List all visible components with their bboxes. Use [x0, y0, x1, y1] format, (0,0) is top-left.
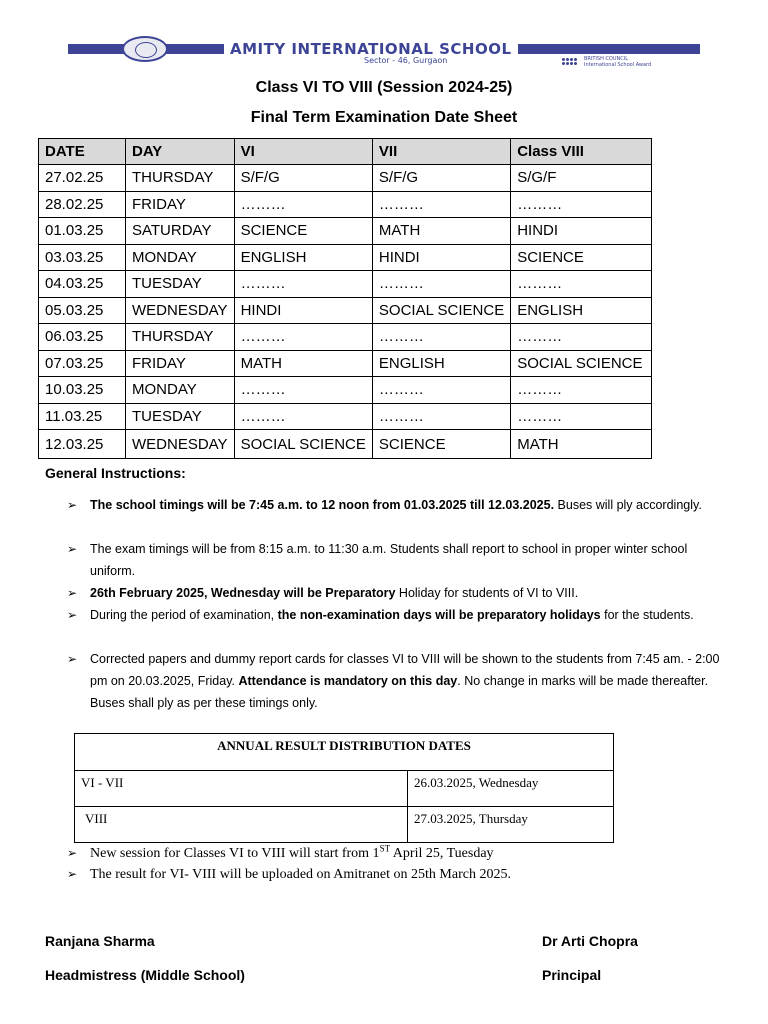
class-vii-cell: ……… [372, 324, 510, 351]
class-vii-cell: ……… [372, 191, 510, 218]
class-vi-cell: SOCIAL SCIENCE [234, 430, 372, 459]
column-header-date: DATE [39, 139, 126, 165]
class-viii-cell: ……… [511, 403, 652, 430]
column-header-vi: VI [234, 139, 372, 165]
class-viii-cell: ……… [511, 271, 652, 298]
class-viii-cell: HINDI [511, 218, 652, 245]
school-sector: Sector - 46, Gurgaon [364, 56, 448, 65]
instruction-bold-text: the non-examination days will be preparatory holidays [277, 608, 601, 622]
page-title: Class VI TO VIII (Session 2024-25) [255, 79, 513, 96]
table-row [39, 191, 652, 218]
result-header-row [75, 734, 614, 771]
award-line-1: BRITISH COUNCIL [584, 56, 629, 62]
table-row [39, 430, 652, 459]
date-cell: 11.03.25 [39, 403, 126, 430]
table-row [39, 165, 652, 192]
class-vii-cell: ……… [372, 271, 510, 298]
page-subtitle: Final Term Examination Date Sheet [250, 109, 518, 126]
instruction-item [67, 582, 727, 604]
signatory-left-title: Headmistress (Middle School) [45, 967, 245, 983]
result-distribution-table [74, 733, 614, 843]
date-cell: 04.03.25 [39, 271, 126, 298]
note-superscript: ST [379, 843, 391, 854]
table-row [39, 350, 652, 377]
class-vi-cell: HINDI [234, 297, 372, 324]
arrow-bullet-icon: ➢ [67, 846, 78, 860]
general-instructions-list [67, 494, 727, 714]
day-cell: MONDAY [126, 377, 235, 404]
class-viii-cell: ENGLISH [511, 297, 652, 324]
instruction-item [67, 604, 727, 648]
table-row [39, 218, 652, 245]
day-cell: FRIDAY [126, 350, 235, 377]
class-viii-cell: SCIENCE [511, 244, 652, 271]
date-sheet-body [39, 165, 652, 459]
date-cell: 05.03.25 [39, 297, 126, 324]
table-row [39, 377, 652, 404]
table-row [39, 403, 652, 430]
instruction-text: During the period of examination, [90, 608, 278, 622]
note-text: The result for VI- VIII will be uploaded on Amitranet on 25th March 2025. [90, 867, 511, 882]
class-viii-cell: SOCIAL SCIENCE [511, 350, 652, 377]
instruction-text: Holiday for students of VI to VIII. [395, 586, 579, 600]
class-vii-cell: MATH [372, 218, 510, 245]
arrow-bullet-icon: ➢ [67, 652, 78, 666]
british-council-dots-icon [562, 58, 580, 66]
result-row [75, 771, 614, 807]
arrow-bullet-icon: ➢ [67, 867, 78, 881]
result-date-cell: 27.03.2025, Thursday [408, 807, 614, 843]
class-vi-cell: ENGLISH [234, 244, 372, 271]
class-vi-cell: MATH [234, 350, 372, 377]
class-vi-cell: S/F/G [234, 165, 372, 192]
class-vii-cell: ……… [372, 403, 510, 430]
note-text: New session for Classes VI to VIII will start from 1 [90, 846, 380, 861]
instruction-text: . No change in marks will be made thereafter. Buses shall ply as per these timings only. [90, 674, 709, 710]
day-cell: MONDAY [126, 244, 235, 271]
signatory-left-name: Ranjana Sharma [45, 933, 155, 949]
date-cell: 28.02.25 [39, 191, 126, 218]
class-vi-cell: ……… [234, 377, 372, 404]
instruction-bold-text: 26th February 2025, Wednesday will be Preparatory [90, 586, 396, 600]
date-cell: 03.03.25 [39, 244, 126, 271]
result-class-cell: VIII [75, 807, 408, 843]
instruction-text: for the students. [600, 608, 694, 622]
instruction-item [67, 494, 727, 538]
class-viii-cell: MATH [511, 430, 652, 459]
column-header-vii: VII [372, 139, 510, 165]
column-header-viii: Class VIII [511, 139, 652, 165]
class-vii-cell: ……… [372, 377, 510, 404]
instruction-item [67, 648, 727, 714]
table-row [39, 244, 652, 271]
instruction-bold-text: The school timings will be 7:45 a.m. to 12 noon from 01.03.2025 till 12.03.2025. [90, 498, 555, 512]
signatory-right-name: Dr Arti Chopra [542, 933, 638, 949]
day-cell: TUESDAY [126, 403, 235, 430]
class-vii-cell: ENGLISH [372, 350, 510, 377]
british-council-award-logo [562, 56, 672, 68]
notes-list [67, 843, 511, 885]
class-vi-cell: SCIENCE [234, 218, 372, 245]
day-cell: SATURDAY [126, 218, 235, 245]
instruction-item [67, 538, 727, 582]
day-cell: WEDNESDAY [126, 297, 235, 324]
instruction-text: Buses will ply accordingly. [554, 498, 702, 512]
date-cell: 12.03.25 [39, 430, 126, 459]
result-class-cell: VI - VII [75, 771, 408, 807]
class-vi-cell: ……… [234, 191, 372, 218]
award-line-2: International School Award [584, 62, 652, 68]
class-vi-cell: ……… [234, 324, 372, 351]
date-cell: 06.03.25 [39, 324, 126, 351]
note-item [67, 843, 511, 864]
class-viii-cell: ……… [511, 191, 652, 218]
note-item [67, 864, 511, 885]
day-cell: THURSDAY [126, 165, 235, 192]
class-viii-cell: ……… [511, 377, 652, 404]
date-cell: 07.03.25 [39, 350, 126, 377]
class-vii-cell: HINDI [372, 244, 510, 271]
day-cell: WEDNESDAY [126, 430, 235, 459]
general-instructions-heading: General Instructions: [45, 465, 186, 481]
instruction-bold-text: Attendance is mandatory on this day [238, 674, 458, 688]
school-seal-logo [122, 36, 168, 62]
table-row [39, 324, 652, 351]
note-text: April 25, Tuesday [390, 846, 494, 861]
class-viii-cell: ……… [511, 324, 652, 351]
award-text [584, 56, 651, 68]
arrow-bullet-icon: ➢ [67, 586, 78, 600]
table-header-row [39, 139, 652, 165]
instruction-text: Corrected papers and dummy report cards for classes VI to VIII will be shown to the students from 7:45 am. - 2:00 pm on 20.03.2025, Friday. [90, 652, 720, 688]
class-vi-cell: ……… [234, 403, 372, 430]
result-row [75, 807, 614, 843]
result-date-cell: 26.03.2025, Wednesday [408, 771, 614, 807]
table-row [39, 297, 652, 324]
date-cell: 10.03.25 [39, 377, 126, 404]
date-cell: 27.02.25 [39, 165, 126, 192]
date-cell: 01.03.25 [39, 218, 126, 245]
class-vii-cell: S/F/G [372, 165, 510, 192]
table-row [39, 271, 652, 298]
arrow-bullet-icon: ➢ [67, 498, 78, 512]
class-vi-cell: ……… [234, 271, 372, 298]
arrow-bullet-icon: ➢ [67, 608, 78, 622]
result-table-heading: ANNUAL RESULT DISTRIBUTION DATES [75, 734, 614, 771]
day-cell: THURSDAY [126, 324, 235, 351]
class-viii-cell: S/G/F [511, 165, 652, 192]
arrow-bullet-icon: ➢ [67, 542, 78, 556]
column-header-day: DAY [126, 139, 235, 165]
class-vii-cell: SCIENCE [372, 430, 510, 459]
day-cell: TUESDAY [126, 271, 235, 298]
date-sheet-table [38, 138, 652, 459]
school-header-banner [68, 34, 700, 68]
class-vii-cell: SOCIAL SCIENCE [372, 297, 510, 324]
school-name: AMITY INTERNATIONAL SCHOOL [224, 39, 518, 59]
instruction-text: The exam timings will be from 8:15 a.m. to 11:30 a.m. Students shall report to school in proper winter school uniform. [90, 542, 688, 578]
signatory-right-title: Principal [542, 967, 602, 983]
day-cell: FRIDAY [126, 191, 235, 218]
